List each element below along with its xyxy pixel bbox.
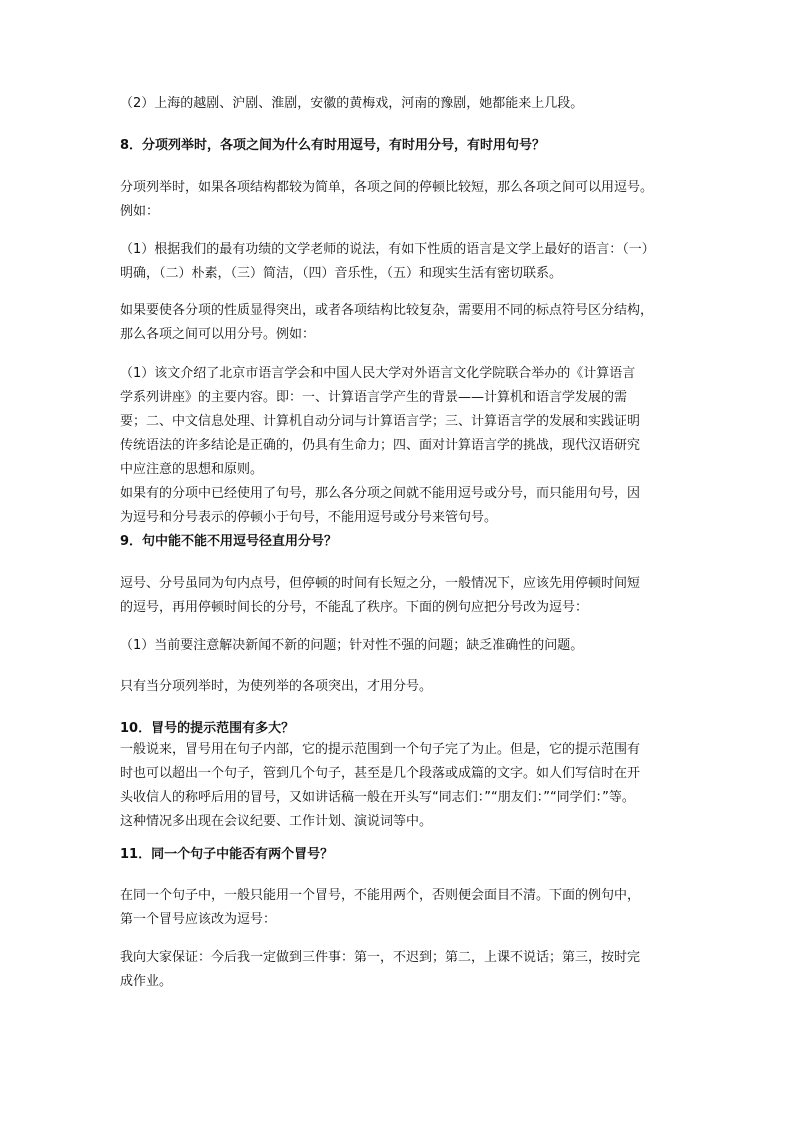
section-10-body (120, 738, 682, 834)
section-10-heading: 10．冒号的提示范围有多大？ (120, 721, 295, 736)
section-8-heading: 8．分项列举时，各项之间为什么有时用逗号，有时用分号，有时用句号？ (120, 138, 546, 153)
text-line: 逗号、分号虽同为句内点号，但停顿的时间有长短之分，一般情况下，应该先用停顿时间短 (120, 576, 641, 591)
section-8-semicolon-example (120, 362, 682, 482)
text-line: 传统语法的许多结论是正确的，仍具有生命力；四、面对计算语言学的挑战，现代汉语研究 (120, 438, 641, 453)
text-line: 那么各项之间可以用分号。例如： (120, 327, 316, 342)
text-line: 第一个冒号应该改为逗号： (120, 912, 277, 927)
text-line: 为逗号和分号表示的停顿小于句号，不能用逗号或分号来管句号。 (120, 510, 498, 525)
text-line: 我向大家保证：今后我一定做到三件事：第一，不迟到；第二，上课不说话；第三，按时完 (120, 950, 641, 965)
text-line: 要；二、中文信息处理、计算机自动分词与计算语言学；三、计算语言学的发展和实践证明 (120, 414, 641, 429)
text-line: 中应注意的思想和原则。 (120, 462, 264, 477)
text-line: 如果要使各分项的性质显得突出，或者各项结构比较复杂，需要用不同的标点符号区分结构， (120, 303, 654, 318)
text-line: 在同一个句子中，一般只能用一个冒号，不能用两个，否则便会面目不清。下面的例句中， (120, 888, 641, 903)
section-8-semicolon-rule (120, 299, 682, 347)
section-9-body (120, 572, 682, 620)
example-paragraph (120, 92, 682, 116)
text-line: 一般说来，冒号用在句子内部，它的提示范围到一个句子完了为止。但是，它的提示范围有 (120, 742, 641, 757)
text-line: 头收信人的称呼后用的冒号，又如讲话稿一般在开头写“同志们：”“朋友们：”“同学们：”等。 (120, 790, 635, 805)
text-line: （1）根据我们的最有功绩的文学老师的说法，有如下性质的语言是文学上最好的语言：（一） (120, 242, 655, 257)
text-line: 例如： (120, 204, 160, 219)
section-11-body (120, 884, 682, 932)
section-9-example (120, 634, 682, 658)
section-9-heading: 9．句中能不能不用逗号径直用分号？ (120, 534, 338, 549)
section-8-intro (120, 176, 682, 224)
text-line: 时也可以超出一个句子，管到几个句子，甚至是几个段落或成篇的文字。如人们写信时在开 (120, 766, 641, 781)
section-9-conclusion (120, 675, 682, 699)
text-line: 的逗号，再用停顿时间长的分号，不能乱了秩序。下面的例句应把分号改为逗号： (120, 600, 589, 615)
text-line: 分项列举时，如果各项结构都较为简单，各项之间的停顿比较短，那么各项之间可以用逗号。 (120, 180, 654, 195)
text-line: （1）该文介绍了北京市语言学会和中国人民大学对外语言文化学院联合举办的《计算语言 (120, 366, 636, 381)
section-8-period-rule (120, 482, 682, 530)
text-line: 只有当分项列举时，为使列举的各项突出，才用分号。 (120, 679, 433, 694)
section-11-heading: 11．同一个句子中能否有两个冒号？ (120, 847, 334, 862)
text-line: 学系列讲座》的主要内容。即：一、计算语言学产生的背景——计算机和语言学发展的需 (120, 390, 628, 405)
text-line: 明确，（二）朴素，（三）简洁，（四）音乐性，（五）和现实生活有密切联系。 (120, 266, 563, 281)
text-line: （1）当前要注意解决新闻不新的问题；针对性不强的问题；缺乏准确性的问题。 (120, 638, 584, 653)
section-11-example (120, 946, 682, 994)
text-line: 这种情况多出现在会议纪要、工作计划、演说词等中。 (120, 814, 433, 829)
text-line: 如果有的分项中已经使用了句号，那么各分项之间就不能用逗号或分号，而只能用句号，因 (120, 486, 641, 501)
section-8-comma-example (120, 238, 682, 286)
text-line: 成作业。 (120, 974, 173, 989)
example-line: （2）上海的越剧、沪剧、淮剧，安徽的黄梅戏，河南的豫剧，她都能来上几段。 (120, 96, 584, 111)
